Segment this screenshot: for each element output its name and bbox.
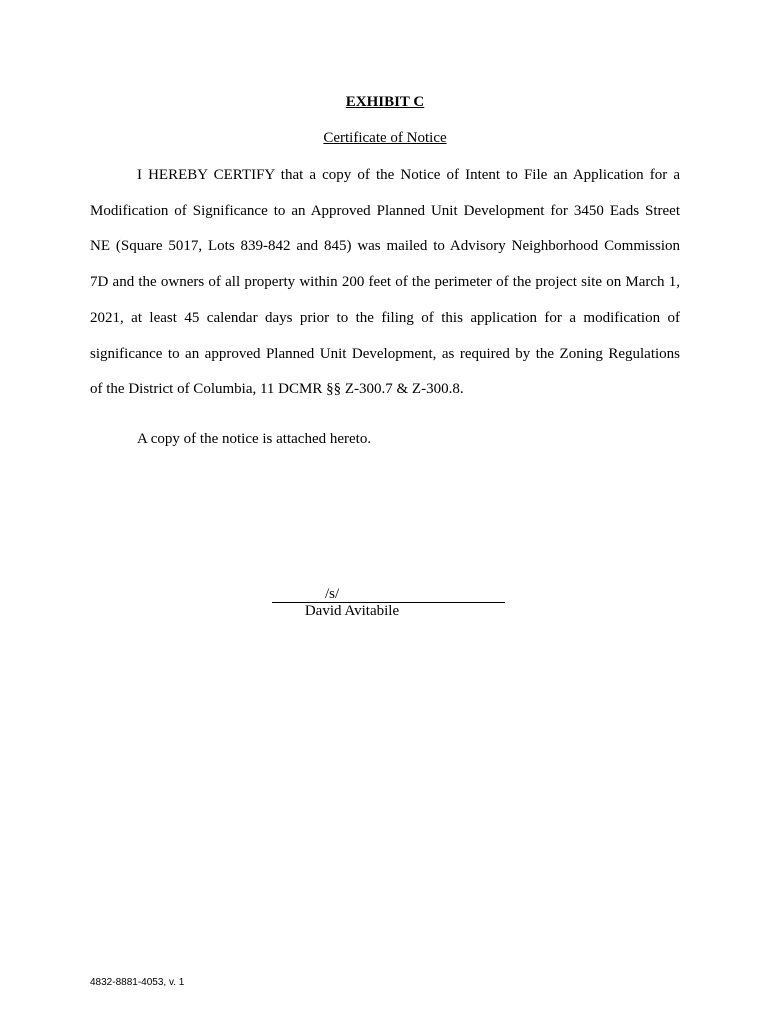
closing-statement: A copy of the notice is attached hereto. <box>137 431 372 447</box>
body-line-5: 2021, at least 45 calendar days prior to the filing of this application for a modification of <box>90 310 680 326</box>
body-line-3: NE (Square 5017, Lots 839-842 and 845) was mailed to Advisory Neighborhood Commission <box>90 238 680 254</box>
signer-name: David Avitabile <box>304 603 400 619</box>
document-footer-id: 4832-8881-4053, v. 1 <box>90 977 185 988</box>
signature-mark: /s/ <box>325 586 340 602</box>
body-line-6: significance to an approved Planned Unit Development, as required by the Zoning Regulations <box>90 346 680 362</box>
body-line-4: 7D and the owners of all property within 200 feet of the perimeter of the project site on March 1, <box>90 274 680 290</box>
body-line-7: of the District of Columbia, 11 DCMR §§ Z-300.7 & Z-300.8. <box>90 381 464 397</box>
body-line-1: I HEREBY CERTIFY that a copy of the Notice of Intent to File an Application for a <box>137 167 680 183</box>
body-line-2: Modification of Significance to an Approved Planned Unit Development for 3450 Eads Street <box>90 203 680 219</box>
certificate-subtitle: Certificate of Notice <box>323 130 447 146</box>
exhibit-title: EXHIBIT C <box>345 94 425 110</box>
signature-line <box>272 588 505 603</box>
